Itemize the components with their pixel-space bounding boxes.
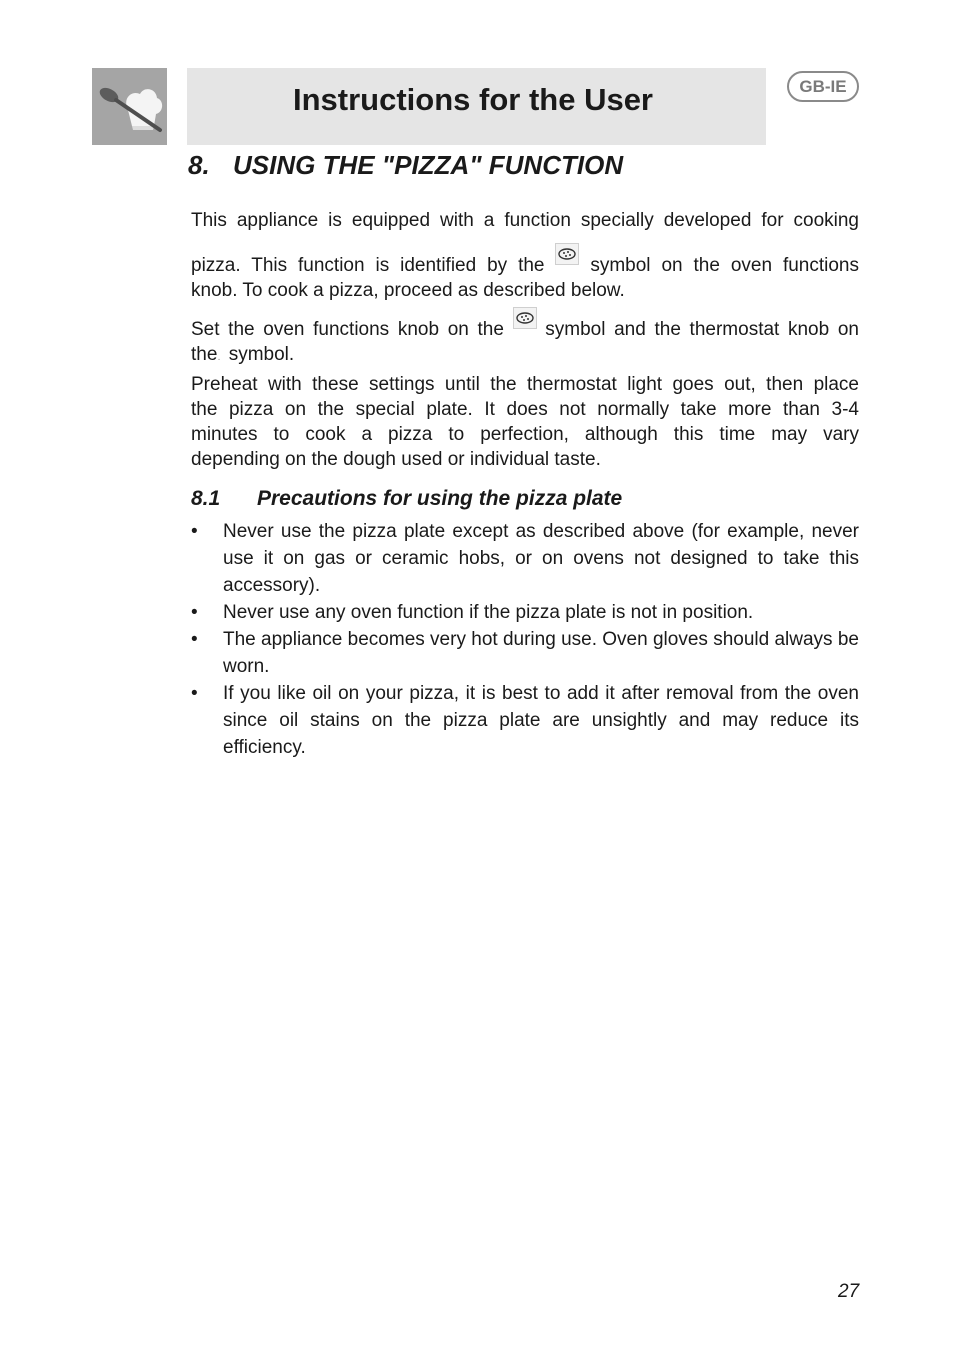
usage-paragraph — [191, 307, 859, 472]
usage-line: depending on the dough used or individual taste. — [191, 449, 601, 470]
intro-paragraph — [191, 208, 859, 303]
list-item-text: If you like oil on your pizza, it is best to add it after removal from the oven since oil stains on the pizza plate are unsightly and may reduce its efficiency. — [223, 683, 859, 758]
subsection-heading — [191, 487, 622, 511]
usage-line: the pizza on the special plate. It does not normally take more than 3-4 — [191, 399, 859, 420]
language-badge: GB-IE — [787, 71, 859, 102]
header-bar — [187, 68, 766, 145]
subsection-number: 8.1 — [191, 487, 221, 510]
list-item-text: Never use the pizza plate except as described above (for example, never use it on gas or ceramic hobs, or on ovens not designed to take this accessory). — [223, 521, 859, 596]
section-heading — [188, 150, 623, 181]
list-item — [191, 680, 859, 761]
intro-line: knob. To cook a pizza, proceed as described below. — [191, 280, 625, 301]
usage-line-text: Set the oven functions knob on the — [191, 319, 504, 340]
usage-line-text: symbol. — [228, 344, 295, 365]
list-item — [191, 599, 859, 626]
list-item — [191, 518, 859, 599]
usage-line-text: the — [191, 344, 218, 365]
pizza-symbol-icon — [513, 307, 537, 329]
list-item-text: Never use any oven function if the pizza plate is not in position. — [223, 602, 754, 623]
intro-line: This appliance is equipped with a function specially developed for cooking — [191, 210, 859, 231]
usage-line: Preheat with these settings until the thermostat light goes out, then place — [191, 374, 859, 395]
usage-line: minutes to cook a pizza to perfection, although this time may vary — [191, 424, 859, 445]
precautions-list — [191, 518, 859, 761]
intro-line-text: pizza. This function is identified by the — [191, 255, 545, 276]
pizza-symbol-icon — [555, 243, 579, 265]
bullet-icon: • — [191, 602, 198, 623]
usage-line-text: symbol and the thermostat knob on — [545, 319, 859, 340]
section-number: 8. — [188, 150, 210, 180]
thermostat-dot-icon: · — [217, 354, 221, 365]
subsection-title-text: Precautions for using the pizza plate — [257, 487, 623, 510]
bullet-icon: • — [191, 629, 198, 650]
usage-line — [191, 307, 859, 342]
section-title-text: USING THE "PIZZA" FUNCTION — [233, 150, 624, 180]
brand-logo — [92, 68, 167, 145]
usage-line — [191, 342, 859, 372]
list-item — [191, 626, 859, 680]
page-number: 27 — [838, 1281, 860, 1302]
intro-line-text: symbol on the oven functions — [590, 255, 859, 276]
page-title: Instructions for the User — [293, 82, 653, 117]
bullet-icon: • — [191, 521, 198, 542]
intro-line — [191, 243, 859, 278]
chef-hat-spoon-icon — [92, 68, 167, 145]
bullet-icon: • — [191, 683, 198, 704]
list-item-text: The appliance becomes very hot during use. Oven gloves should always be worn. — [223, 629, 859, 677]
